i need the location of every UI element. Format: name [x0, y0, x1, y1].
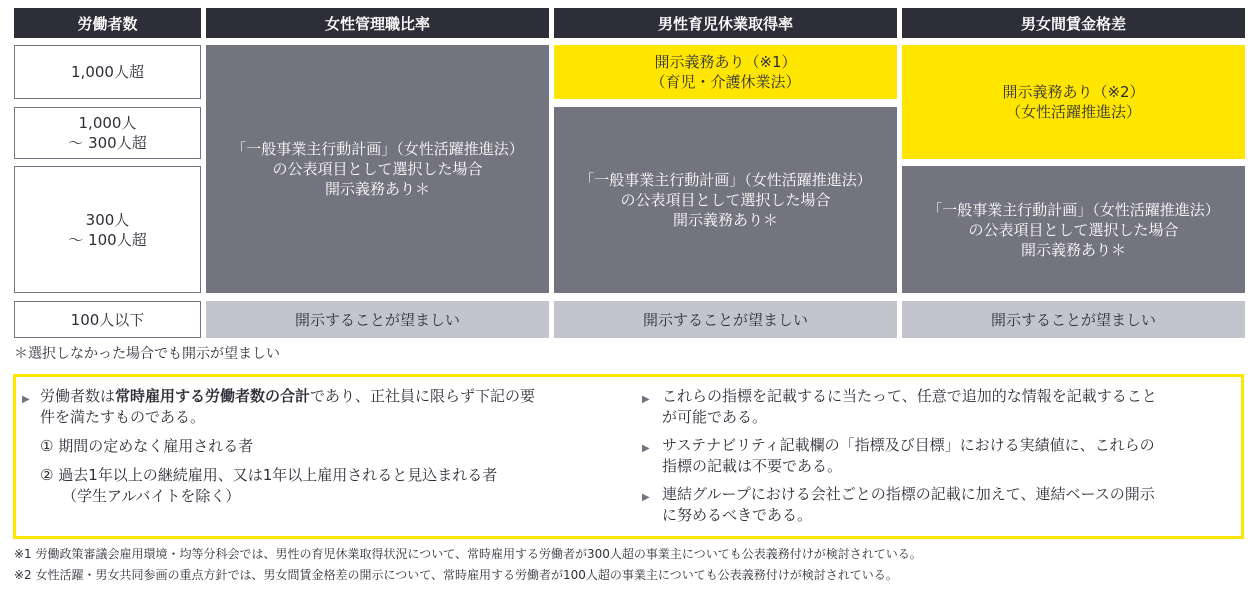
wage-gap-action-plan-line1: 「一般事業主行動計画」（女性活躍推進法）	[927, 200, 1220, 219]
wage-gap-action-plan-line3: 開示義務あり＊	[1020, 240, 1126, 259]
info-left-item-2	[40, 465, 630, 509]
item-1-text: ① 期間の定めなく雇用される者	[40, 437, 254, 455]
bullet-1-pre: 労働者数は	[40, 387, 116, 405]
right-bullet-1-line2: が可能である。	[662, 408, 768, 426]
women-management-line2: の公表項目として選択した場合	[272, 160, 483, 178]
right-bullet-1-line1: これらの指標を記載するに当たって、任意で追加的な情報を記載すること	[662, 387, 1157, 405]
right-bullet-3-line2: に努めるべきである。	[662, 506, 813, 524]
info-left-bullet-1	[22, 386, 622, 430]
right-bullet-3-line1: 連結グループにおける会社ごとの指標の記載に加えて、連結ベースの開示	[662, 485, 1155, 503]
asterisk-note: ＊選択しなかった場合でも開示が望ましい	[14, 346, 280, 362]
triangle-bullet-icon: ▶	[642, 394, 650, 405]
header-wage-gap-label: 男女間賃金格差	[1020, 14, 1126, 33]
wage-gap-recommended-cell	[902, 301, 1245, 338]
right-bullet-2-line2: 指標の記載は不要である。	[662, 457, 843, 475]
row-label-300-100	[14, 166, 201, 293]
row-label-300-100-line2: ～ 100人超	[68, 230, 147, 249]
row-label-1000-300-line1: 1,000人	[78, 114, 137, 132]
header-women-management	[206, 8, 549, 38]
row-label-300-100-line1: 300人	[85, 210, 130, 229]
item-2-line1: ② 過去1年以上の継続雇用、又は1年以上雇用されると見込まれる者	[40, 466, 498, 484]
triangle-bullet-icon: ▶	[642, 492, 650, 503]
paternity-action-plan-cell	[554, 107, 897, 293]
bullet-1-post1: であり、正社員に限らず下記の要	[310, 387, 536, 405]
row-label-over-1000-text: 1,000人超	[71, 63, 144, 81]
paternity-action-plan-line2: の公表項目として選択した場合	[620, 191, 831, 209]
header-paternity-leave-label: 男性育児休業取得率	[657, 14, 793, 33]
women-management-recommended-cell	[206, 301, 549, 338]
header-wage-gap	[902, 8, 1245, 38]
right-bullet-2-line1: サステナビリティ記載欄の「指標及び目標」における実績値に、これらの	[662, 436, 1155, 454]
bullet-1-bold: 常時雇用する労働者数の合計	[115, 387, 311, 405]
wage-gap-action-plan-line2: の公表項目として選択した場合	[968, 220, 1179, 239]
women-management-line3: 開示義務あり＊	[324, 180, 430, 198]
paternity-mandatory-line2: （育児・介護休業法）	[650, 73, 801, 91]
row-label-1000-300-line2: ～ 300人超	[68, 134, 147, 152]
footnote-1: ※1 労働政策審議会雇用環境・均等分科会では、男性の育児休業取得状況について、常時雇用する労働者が300人超の事業主についても公表義務付けが検討されている。	[14, 547, 922, 561]
triangle-bullet-icon: ▶	[642, 443, 650, 454]
info-left-item-1	[40, 436, 620, 458]
wage-gap-mandatory-line1: 開示義務あり（※2）	[1002, 83, 1145, 101]
header-employees-label: 労働者数	[77, 14, 138, 33]
item-2-line2: （学生アルバイトを除く）	[62, 487, 241, 505]
wage-gap-mandatory-line2: （女性活躍推進法）	[1005, 103, 1141, 121]
bullet-1-post2: 件を満たすものである。	[40, 408, 206, 426]
header-women-management-label: 女性管理職比率	[324, 14, 430, 33]
paternity-action-plan-line1: 「一般事業主行動計画」（女性活躍推進法）	[579, 171, 872, 189]
header-paternity-leave	[554, 8, 897, 38]
footnote-2: ※2 女性活躍・男女共同参画の重点方針では、男女間賃金格差の開示について、常時雇用する労働者が100人超の事業主についても公表義務付けが検討されている。	[14, 568, 898, 582]
row-label-over-1000	[14, 45, 201, 99]
row-label-100-or-less	[14, 301, 201, 338]
wage-gap-action-plan-cell	[902, 166, 1245, 293]
women-management-recommended-text: 開示することが望ましい	[294, 311, 460, 329]
wage-gap-recommended-text: 開示することが望ましい	[990, 311, 1156, 329]
header-employees	[14, 8, 201, 38]
info-right-bullet-3	[642, 484, 1237, 528]
paternity-action-plan-line3: 開示義務あり＊	[672, 211, 778, 229]
triangle-bullet-icon: ▶	[22, 394, 30, 405]
paternity-recommended-text: 開示することが望ましい	[642, 311, 808, 329]
paternity-recommended-cell	[554, 301, 897, 338]
paternity-mandatory-line1: 開示義務あり（※1）	[654, 53, 797, 71]
info-right-bullet-1	[642, 386, 1237, 430]
wage-gap-mandatory-cell	[902, 45, 1245, 159]
row-label-1000-300	[14, 107, 201, 159]
women-management-action-plan-cell	[206, 45, 549, 293]
info-right-bullet-2	[642, 435, 1237, 479]
paternity-mandatory-cell	[554, 45, 897, 99]
row-label-100-or-less-text: 100人以下	[70, 310, 145, 329]
women-management-line1: 「一般事業主行動計画」（女性活躍推進法）	[231, 140, 524, 158]
